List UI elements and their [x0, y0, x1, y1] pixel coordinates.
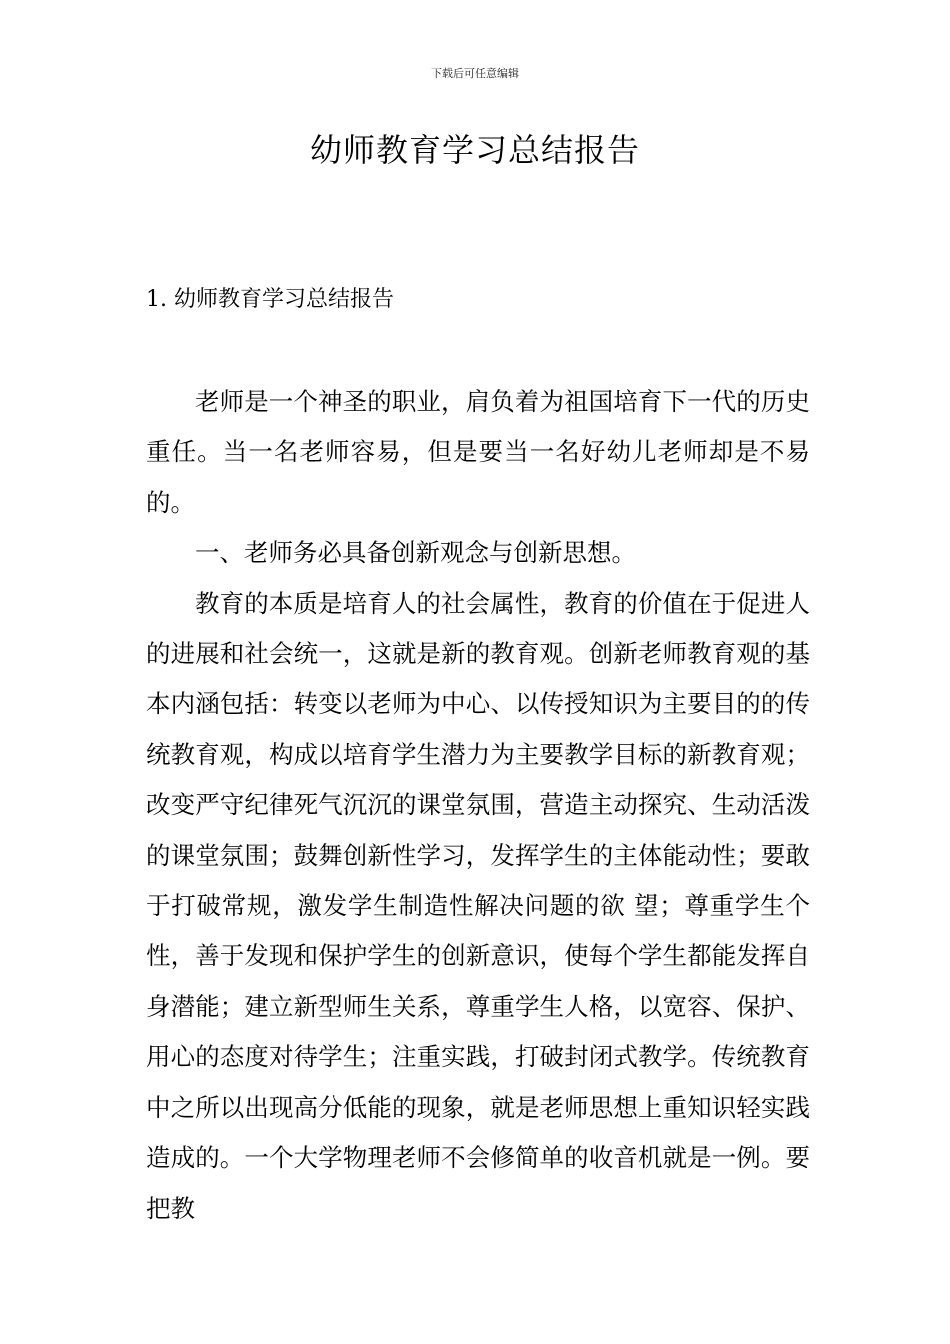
document-title: 幼师教育学习总结报告 — [309, 131, 640, 169]
paragraph-intro: 老师是一个神圣的职业，肩负着为祖国培育下一代的历史重任。当一名老师容易，但是要当一名好幼儿老师却是不易的。 — [146, 387, 810, 517]
section-heading: 1. 幼师教育学习总结报告 — [146, 287, 394, 312]
document-body — [146, 377, 810, 1234]
header-note: 下载后可任意编辑 — [431, 67, 519, 80]
paragraph-education-view: 教育的本质是培育人的社会属性，教育的价值在于促进人的进展和社会统一，这就是新的教育观。创新老师教育观的基本内涵包括：转变以老师为中心、以传授知识为主要目的的传统教育观，构成以培育学生潜力为主要教学目标的新教育观；改变严守纪律死气沉沉的课堂氛围，营造主动探究、生动活泼的课堂氛围；鼓舞创新性学习，发挥学生的主体能动性；要敢于打破常规，激发学生制造性解决问题的欲 望；尊重学生个性，善于发现和保护学生的创新意识，使每个学生都能发挥自身潜能；建立新型师生关系，尊重学生人格，以宽容、保护、用心的态度对待学生；注重实践，打破封闭式教学。传统教育中之所以出现高分低能的现象，就是老师思想上重知识轻实践造成的。一个大学物理老师不会修简单的收音机就是一例。要把教 — [146, 588, 810, 1223]
paragraph-point-one: 一、老师务必具备创新观念与创新思想。 — [195, 538, 636, 568]
